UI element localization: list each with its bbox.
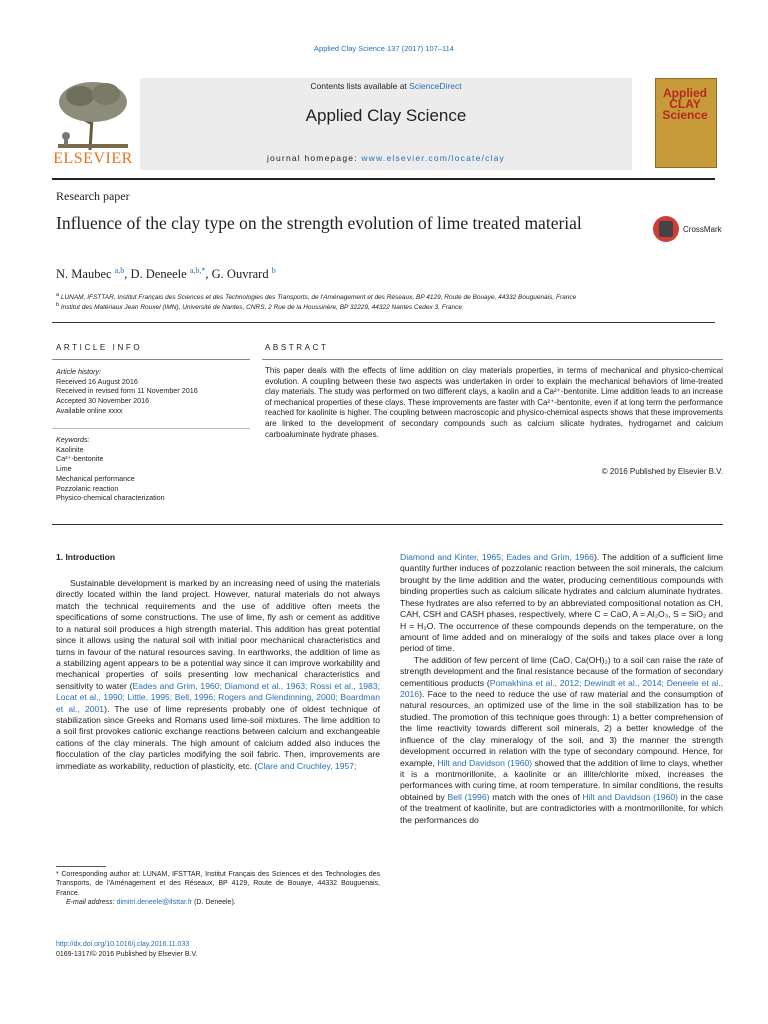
journal-homepage: journal homepage: www.elsevier.com/locate/clay	[266, 153, 506, 163]
abstract-text: This paper deals with the effects of lime addition on clay materials properties, in terms of mechanical and physico-chemical evolution. A coupling between these two aspects was undertaken in order to explain the mechanical behaviors of lime-treated clay materials. The study was performed on two different clays, a kaolin and a Ca²⁺-bentonite. Lime addition leads to an increase of mechanical properties of these clays. These improvements are faster with Ca²⁺-bentonite, even if at long term the performance reached for kaolinite is higher. The coupling between macroscopic and physico-chemical aspects shows that these improvements are linked to the development of secondary compounds such as calcium silicate hydrates, hydrogarnet and calcium carboaluminate hydrate phases.	[265, 366, 723, 439]
email-link[interactable]: dimitri.deneele@ifsttar.fr	[116, 898, 193, 906]
doi-block	[56, 940, 198, 960]
article-info-heading: ARTICLE INFO	[56, 343, 143, 352]
affiliation-a: $^a$ LUNAM, IFSTTAR, Institut Français des Sciences et des Technologies des Transports, de l'Aménagement et des Réseaux, BP 4129, Route de Bouaye, 44332 Bouguenais, France	[56, 292, 577, 302]
author-name: G. Ouvrard	[211, 267, 272, 282]
journal-name: Applied Clay Science	[305, 106, 467, 125]
citation-link[interactable]: Diamond and Kinter, 1965; Eades and Grim, 1966	[400, 552, 594, 562]
homepage-link[interactable]: www.elsevier.com/locate/clay	[361, 153, 506, 163]
sciencedirect-link[interactable]: ScienceDirect	[409, 81, 462, 91]
keyword: Pozzolanic reaction	[56, 483, 119, 493]
author-name: D. Deneele	[130, 267, 190, 282]
body-column-right	[400, 552, 723, 826]
body-column-left	[56, 578, 380, 772]
history-received: Received 16 August 2016	[56, 376, 138, 386]
issn-line: 0169-1317/© 2016 Published by Elsevier B.V.	[56, 951, 198, 958]
citation-link[interactable]: Pomakhina et al., 2012; Dewindt et al., 2014; Deneele et al., 2016	[400, 677, 723, 700]
publisher-name: ELSEVIER	[53, 150, 133, 167]
keywords	[56, 435, 165, 503]
keywords-label: Keywords:	[56, 435, 90, 444]
citation-link[interactable]: Bell (1996)	[447, 791, 490, 802]
keyword: Mechanical performance	[56, 473, 135, 483]
keyword: Physico-chemical characterization	[56, 493, 165, 503]
author-name: N. Maubec	[56, 267, 115, 282]
header-divider	[52, 178, 715, 180]
affiliation-mark[interactable]: a,b	[114, 266, 125, 275]
article-info-rule	[52, 359, 250, 360]
affiliation-mark[interactable]: a,b,*	[189, 266, 206, 275]
author-list: N. Maubec $^{a,b}$, D. Deneele $^{a,b,*}$, G. Ouvrard $^b$	[56, 266, 276, 282]
abstract-rule	[262, 359, 723, 360]
paper-title: Influence of the clay type on the strength evolution of lime treated material	[56, 213, 582, 233]
abstract-heading: ABSTRACT	[265, 343, 329, 352]
doi-link[interactable]: http://dx.doi.org/10.1016/j.clay.2016.11.033	[56, 941, 190, 948]
crossmark-bookmark-icon	[659, 221, 673, 237]
affiliation-mark[interactable]: b	[271, 266, 276, 275]
body-paragraph: Diamond and Kinter, 1965; Eades and Grim, 1966). The addition of a sufficient lime quantity further induces of pozzolanic reaction between the soil minerals, the calcium brought by the lime addition and the water, producing cementitious compounds with binding properties such as calcium silicate hydrates and calcium aluminate hydrates. These hydrates are also referred to by an abbreviated compositional notation as CH, CAH, CSH and CASH phases, respectively, where C = CaO, A = Al₂O₃, S = SiO₂ and H = H₂O. The occurrence of these compounds depends on the temperature, on the amount of lime added and on mineralogy of the soils and takes place over a long period of time.	[400, 552, 724, 654]
article-type: Research paper	[56, 189, 130, 203]
affiliation-b: $^b$ Institut des Matériaux Jean Rouxel (IMN), Université de Nantes, CNRS, 2 Rue de la Houssinère, BP 32229, 44322 Nantes Cedex 3, France	[56, 302, 462, 312]
citation-link[interactable]: Clare and Cruchley, 1957;	[257, 760, 357, 771]
body-paragraph: The addition of few percent of lime (CaO, Ca(OH)₂) to a soil can raise the rate of strength development and the final resistance because of the formation of secondary cementitious products (Pomakhina et al., 2012; Dewindt et al., 2014; Deneele et al., 2016). Face to the need to reduce the use of raw material and the consumption of natural resources, an optimized use of the lime in the soil stabilization has to be studied. The promotion of this technique goes through: 1) a better comprehension of the lime reactivity towards different soil minerals, 2) a better knowledge of the influence of the clay mineralogy of the soil, and 3) the manner the strength development occurred in relation with the type of secondary compound. Hence, for example, Hilt and Davidson (1960) showed that the addition of lime to clays, whether it is a montmorillonite, a kaolinite or an illite/chlorite mixed, increases the performances with curing time, at room temperature. In similar conditions, the results obtained by Bell (1996) match with the ones of Hilt and Davidson (1960) in the case of the treatment of kaolinite, but are contradictories with a montmorillonite, for which the performances do	[400, 654, 724, 825]
keywords-rule	[52, 428, 250, 429]
contents-line: Contents lists available at ScienceDirect	[310, 81, 462, 91]
history-label: Article history:	[56, 367, 102, 376]
abstract-divider	[52, 524, 723, 525]
intro-paragraph: Sustainable development is marked by an increasing need of using the materials directly located within the land project. However, natural materials do not always match the technical requirements and the use of additive often meets the specifications of some constructions. The use of lime, fly ash or cement as additive to a natural soil produces a high strength material. This addition has great potential since it allows using the natural soil with initial poor mechanical characteristics and turns in favour of the natural resources saving. In earthworks, the addition of lime as a stabilizing agent appears to be a potential way since it can improve workability and mechanical properties of soils presenting low mechanical characteristics and sensitivity to water (Eades and Grim, 1960; Diamond et al., 1963; Rossi et al., 1983; Locat et al., 1990; Little, 1995; Bell, 1996; Rogers and Glendinning, 2000; Boardman et al., 2001). The use of lime represents probably one of oldest technique of stabilization since Greeks and Romans used lime-soil mixtures. The lime addition to a soil first provokes cationic exchange reactions between calcium and exchangeable cations of the clay minerals. The high amount of calcium added also induces the flocculation of the clay particles modifying the soil fabric. Then, improvements are immediate as workability, reduction of plasticity, etc. (Clare and Cruchley, 1957;	[56, 578, 380, 771]
citation-link[interactable]: Hilt and Davidson (1960)	[437, 757, 533, 768]
keyword: Ca²⁺-bentonite	[56, 454, 104, 464]
history-online: Available online xxxx	[56, 405, 123, 415]
citation-link[interactable]: Hilt and Davidson (1960)	[582, 791, 679, 802]
copyright-notice: © 2016 Published by Elsevier B.V.	[601, 467, 723, 476]
affiliation-divider	[52, 322, 715, 323]
citation-link[interactable]: Eades and Grim, 1960; Diamond et al., 1963; Rossi et al., 1983; Locat et al., 1990; Little, 1995; Bell, 1996; Rogers and Glendinning, 2000; Boardman et al., 2001	[56, 680, 380, 714]
journal-reference[interactable]: Applied Clay Science 137 (2017) 107–114	[314, 44, 454, 53]
crossmark-label[interactable]: CrossMark	[683, 225, 722, 234]
section-heading-introduction: 1. Introduction	[56, 552, 116, 562]
history-accepted: Accepted 30 November 2016	[56, 396, 150, 406]
corresponding-author-footnote: * Corresponding author at: LUNAM, IFSTTAR, Institut Français des Sciences et des Technologies des Transports, de l'Aménagement et des Réseaux, BP 4129, Route de Bouaye, 44332 Bouguenais, France. E-mail address: dimitri.deneele@ifsttar.fr (D. Deneele).	[56, 871, 380, 906]
history-revised: Received in revised form 11 November 2016	[56, 386, 198, 396]
keyword: Lime	[56, 464, 72, 474]
footnote-rule	[56, 866, 106, 867]
journal-cover-title: Applied CLAY Science	[662, 86, 708, 122]
article-history	[56, 367, 198, 416]
keyword: Kaolinite	[56, 444, 84, 454]
